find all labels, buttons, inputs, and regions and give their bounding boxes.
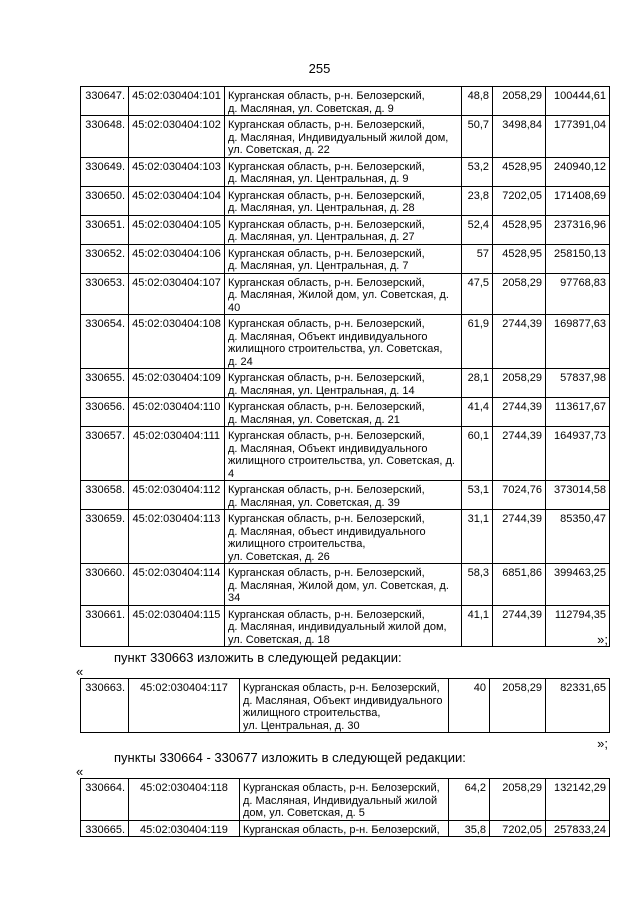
property-table-amended-330664	[80, 778, 610, 837]
total-value: 82331,65	[546, 679, 610, 733]
area-value: 61,9	[462, 315, 493, 369]
table-row	[81, 564, 610, 606]
total-value: 171408,69	[546, 186, 610, 215]
table-row	[81, 605, 610, 647]
closing-quote: »;	[597, 632, 608, 647]
cadastral-number: 45:02:030404:115	[129, 605, 225, 647]
total-value: 112794,35	[546, 605, 610, 647]
table-row	[81, 273, 610, 315]
opening-quote: «	[76, 764, 84, 779]
row-id: 330653.	[81, 273, 129, 315]
area-value: 47,5	[462, 273, 493, 315]
cadastral-number: 45:02:030404:103	[129, 157, 225, 186]
total-value: 257833,24	[546, 820, 610, 837]
address: Курганская область, р-н. Белозерский, д. Масляная, Индивидуальный жилой дом, ул. Советская, д. 22	[225, 116, 462, 158]
cadastral-number: 45:02:030404:110	[129, 398, 225, 427]
cadastral-number: 45:02:030404:104	[129, 186, 225, 215]
unit-price: 7202,05	[493, 186, 546, 215]
area-value: 40	[449, 679, 490, 733]
unit-price: 6851,86	[493, 564, 546, 606]
cadastral-number: 45:02:030404:105	[129, 215, 225, 244]
table-row	[81, 820, 610, 837]
unit-price: 2744,39	[493, 398, 546, 427]
row-id: 330660.	[81, 564, 129, 606]
property-table-amended-330663	[80, 678, 610, 733]
address: Курганская область, р-н. Белозерский, д. Масляная, ул. Центральная, д. 27	[225, 215, 462, 244]
area-value: 35,8	[449, 820, 490, 837]
table-row	[81, 779, 610, 821]
unit-price: 2058,29	[493, 273, 546, 315]
table-row	[81, 87, 610, 116]
opening-quote: «	[76, 664, 84, 679]
area-value: 53,1	[462, 481, 493, 510]
cadastral-number: 45:02:030404:109	[129, 369, 225, 398]
row-id: 330648.	[81, 116, 129, 158]
unit-price: 2744,39	[493, 605, 546, 647]
row-id: 330651.	[81, 215, 129, 244]
row-id: 330661.	[81, 605, 129, 647]
address: Курганская область, р-н. Белозерский, д. Масляная, Объект индивидуального жилищного строительства, ул. Центральная, д. 30	[240, 679, 449, 733]
row-id: 330664.	[81, 779, 129, 821]
unit-price: 4528,95	[493, 244, 546, 273]
area-value: 28,1	[462, 369, 493, 398]
row-id: 330647.	[81, 87, 129, 116]
unit-price: 7024,76	[493, 481, 546, 510]
row-id: 330655.	[81, 369, 129, 398]
total-value: 57837,98	[546, 369, 610, 398]
row-id: 330657.	[81, 427, 129, 481]
unit-price: 2744,39	[493, 315, 546, 369]
total-value: 399463,25	[546, 564, 610, 606]
area-value: 58,3	[462, 564, 493, 606]
cadastral-number: 45:02:030404:112	[129, 481, 225, 510]
cadastral-number: 45:02:030404:114	[129, 564, 225, 606]
address: Курганская область, р-н. Белозерский, д. Масляная, Жилой дом, ул. Советская, д. 40	[225, 273, 462, 315]
unit-price: 2058,29	[490, 679, 546, 733]
cadastral-number: 45:02:030404:102	[129, 116, 225, 158]
unit-price: 2058,29	[493, 87, 546, 116]
address: Курганская область, р-н. Белозерский, д. Масляная, ул. Советская, д. 21	[225, 398, 462, 427]
total-value: 164937,73	[546, 427, 610, 481]
address: Курганская область, р-н. Белозерский, д. Масляная, Жилой дом, ул. Советская, д. 34	[225, 564, 462, 606]
table-row	[81, 157, 610, 186]
row-id: 330652.	[81, 244, 129, 273]
area-value: 48,8	[462, 87, 493, 116]
closing-quote: »;	[597, 736, 608, 751]
total-value: 237316,96	[546, 215, 610, 244]
table-row	[81, 116, 610, 158]
row-id: 330656.	[81, 398, 129, 427]
cadastral-number: 45:02:030404:108	[129, 315, 225, 369]
unit-price: 2744,39	[493, 510, 546, 564]
row-id: 330654.	[81, 315, 129, 369]
table-row	[81, 369, 610, 398]
area-value: 53,2	[462, 157, 493, 186]
row-id: 330663.	[81, 679, 129, 733]
amendment-instruction: пункт 330663 изложить в следующей редакции:	[114, 650, 402, 665]
page-number: 255	[308, 61, 331, 76]
table-row	[81, 679, 610, 733]
table-row	[81, 244, 610, 273]
address: Курганская область, р-н. Белозерский, д. Масляная, объест индивидуального жилищного строительства, ул. Советская, д. 26	[225, 510, 462, 564]
row-id: 330649.	[81, 157, 129, 186]
cadastral-number: 45:02:030404:111	[129, 427, 225, 481]
table-row	[81, 481, 610, 510]
address: Курганская область, р-н. Белозерский, д. Масляная, ул. Центральная, д. 28	[225, 186, 462, 215]
cadastral-number: 45:02:030404:106	[129, 244, 225, 273]
address: Курганская область, р-н. Белозерский, д. Масляная, ул. Центральная, д. 14	[225, 369, 462, 398]
total-value: 373014,58	[546, 481, 610, 510]
cadastral-number: 45:02:030404:119	[129, 820, 240, 837]
row-id: 330650.	[81, 186, 129, 215]
area-value: 52,4	[462, 215, 493, 244]
area-value: 50,7	[462, 116, 493, 158]
address: Курганская область, р-н. Белозерский, д. Масляная, Объект индивидуального жилищного строительства, ул. Советская, д. 24	[225, 315, 462, 369]
cadastral-number: 45:02:030404:118	[129, 779, 240, 821]
unit-price: 2058,29	[490, 779, 546, 821]
row-id: 330658.	[81, 481, 129, 510]
area-value: 57	[462, 244, 493, 273]
total-value: 100444,61	[546, 87, 610, 116]
area-value: 60,1	[462, 427, 493, 481]
unit-price: 4528,95	[493, 157, 546, 186]
address: Курганская область, р-н. Белозерский, д. Масляная, ул. Центральная, д. 7	[225, 244, 462, 273]
table-row	[81, 427, 610, 481]
property-table-main	[80, 86, 610, 647]
address: Курганская область, р-н. Белозерский, д. Масляная, ул. Центральная, д. 9	[225, 157, 462, 186]
row-id: 330665.	[81, 820, 129, 837]
row-id: 330659.	[81, 510, 129, 564]
unit-price: 4528,95	[493, 215, 546, 244]
address: Курганская область, р-н. Белозерский, д. Масляная, Объект индивидуального жилищного строительства, ул. Советская, д. 4	[225, 427, 462, 481]
total-value: 169877,63	[546, 315, 610, 369]
table-row	[81, 186, 610, 215]
total-value: 177391,04	[546, 116, 610, 158]
unit-price: 3498,84	[493, 116, 546, 158]
total-value: 132142,29	[546, 779, 610, 821]
cadastral-number: 45:02:030404:117	[129, 679, 240, 733]
table-row	[81, 510, 610, 564]
cadastral-number: 45:02:030404:101	[129, 87, 225, 116]
table-row	[81, 315, 610, 369]
total-value: 258150,13	[546, 244, 610, 273]
area-value: 64,2	[449, 779, 490, 821]
area-value: 23,8	[462, 186, 493, 215]
total-value: 97768,83	[546, 273, 610, 315]
address: Курганская область, р-н. Белозерский, д. Масляная, ул. Советская, д. 9	[225, 87, 462, 116]
address: Курганская область, р-н. Белозерский, д. Масляная, Индивидуальный жилой дом, ул. Советская, д. 5	[240, 779, 449, 821]
unit-price: 2744,39	[493, 427, 546, 481]
address: Курганская область, р-н. Белозерский,	[240, 820, 449, 837]
cadastral-number: 45:02:030404:113	[129, 510, 225, 564]
total-value: 240940,12	[546, 157, 610, 186]
address: Курганская область, р-н. Белозерский, д. Масляная, ул. Советская, д. 39	[225, 481, 462, 510]
area-value: 31,1	[462, 510, 493, 564]
area-value: 41,4	[462, 398, 493, 427]
unit-price: 2058,29	[493, 369, 546, 398]
amendment-instruction: пункты 330664 - 330677 изложить в следующей редакции:	[114, 750, 466, 765]
cadastral-number: 45:02:030404:107	[129, 273, 225, 315]
total-value: 85350,47	[546, 510, 610, 564]
total-value: 113617,67	[546, 398, 610, 427]
area-value: 41,1	[462, 605, 493, 647]
address: Курганская область, р-н. Белозерский, д. Масляная, индивидуальный жилой дом, ул. Советская, д. 18	[225, 605, 462, 647]
unit-price: 7202,05	[490, 820, 546, 837]
table-row	[81, 398, 610, 427]
table-row	[81, 215, 610, 244]
